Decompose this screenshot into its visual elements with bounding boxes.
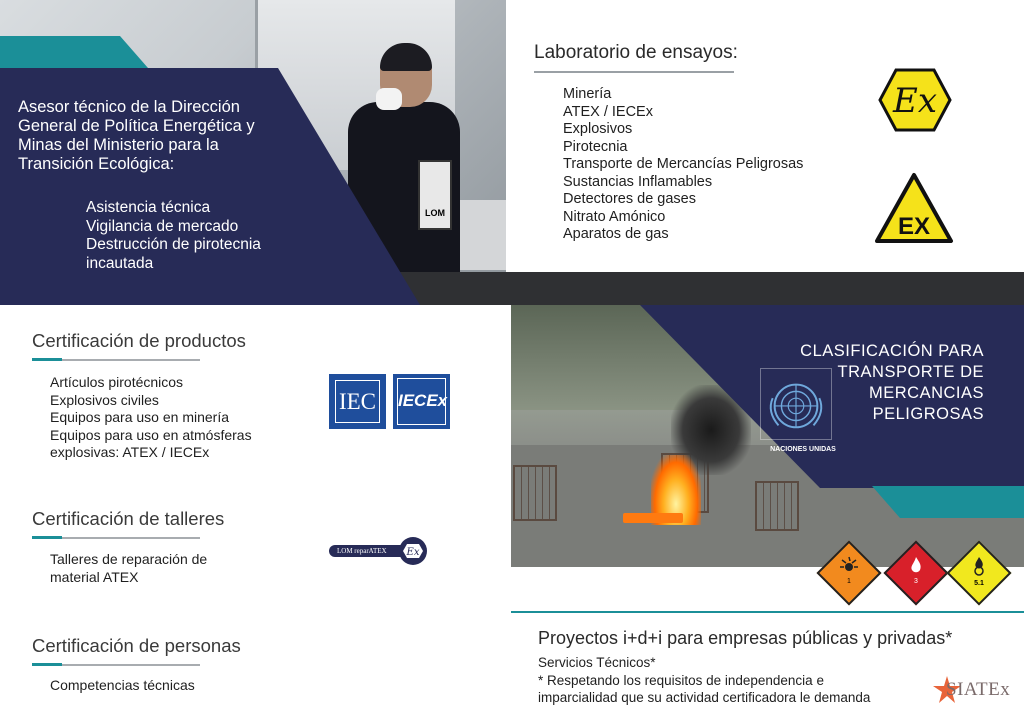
lom-badge-text: LOM <box>425 208 445 218</box>
hazard-label-oxidizer-icon <box>954 548 1004 598</box>
laboratorio-item: Aparatos de gas <box>563 226 669 242</box>
productos-list <box>50 374 252 462</box>
ex-triangle-text: EX <box>897 213 931 240</box>
cage-left <box>513 465 557 521</box>
laboratorio-item: Sustancias Inflamables <box>563 173 713 190</box>
laboratorio-item: Detectores de gases <box>563 191 696 207</box>
reparatex-circle-icon <box>399 537 427 565</box>
lom-reparatex-logo <box>329 537 433 565</box>
proyectos-line: imparcialidad que su actividad certificadora le demanda <box>538 690 871 705</box>
proyectos-line: * Respetando los requisitos de independencia e <box>538 672 824 688</box>
clasificacion-line: PELIGROSAS <box>872 405 984 423</box>
asesor-item: Vigilancia de mercado <box>86 217 239 235</box>
proyectos-title: Proyectos i+d+i para empresas públicas y privadas* <box>538 628 953 648</box>
iecex-logo <box>393 374 450 429</box>
laboratorio-title: Laboratorio de ensayos: <box>534 42 738 63</box>
ex-triangle-icon <box>874 172 954 244</box>
productos-item: Explosivos civiles <box>50 391 159 408</box>
personas-title: Certificación de personas <box>32 635 241 656</box>
asesor-item: Asistencia técnica <box>86 199 211 216</box>
hazard-number: 1 <box>847 578 851 585</box>
productos-item: Equipos para uso en minería <box>50 409 229 425</box>
hazard-number: 5.1 <box>974 580 984 587</box>
ex-hexagon-icon <box>878 68 952 132</box>
asesor-title: Asesor técnico de la Dirección General de Política Energética y Minas del Ministerio para la Transición Ecológica: <box>18 98 255 173</box>
productos-accent <box>32 358 62 361</box>
iecex-logo-text: IECEx <box>397 378 446 425</box>
personas-item: Competencias técnicas <box>50 677 195 693</box>
laboratorio-item: Explosivos <box>563 121 633 137</box>
talleres-list <box>50 551 207 586</box>
cage-right <box>755 481 799 531</box>
hazard-label-explosive-icon <box>824 548 874 598</box>
hazard-number: 3 <box>914 578 918 585</box>
laboratorio-item: Transporte de Mercancías Peligrosas <box>563 156 804 172</box>
siatex-logo <box>930 671 1020 717</box>
asesor-list <box>86 199 306 273</box>
clasificacion-line: CLASIFICACIÓN PARA <box>800 342 984 360</box>
proyectos-line: Servicios Técnicos* <box>538 655 656 670</box>
laboratorio-item: Pirotecnia <box>563 138 628 155</box>
productos-item: Equipos para uso en atmósferas <box>50 426 252 443</box>
lom-reparatex-text: LOM reparATEX <box>329 545 413 557</box>
personas-accent <box>32 663 62 666</box>
asesor-item: Destrucción de pirotecnia incautada <box>86 236 261 272</box>
svg-text:Ex: Ex <box>406 547 420 558</box>
proyectos-rule <box>511 611 1024 613</box>
talleres-item: material ATEX <box>50 568 139 585</box>
productos-item: Artículos pirotécnicos <box>50 374 184 390</box>
laboratorio-item: Minería <box>563 86 612 102</box>
burning-platform <box>623 513 683 523</box>
talleres-accent <box>32 536 62 539</box>
iec-logo-text: IEC <box>335 380 380 423</box>
laboratorio-item: Nitrato Amónico <box>563 208 666 225</box>
ex-hexagon-text: Ex <box>893 81 937 121</box>
talleres-title: Certificación de talleres <box>32 508 225 529</box>
productos-item: explosivas: ATEX / IECEx <box>50 444 210 460</box>
laboratorio-list <box>563 86 803 244</box>
un-caption: NACIONES UNIDAS <box>770 446 836 453</box>
iec-logo <box>329 374 386 429</box>
clasificacion-line: TRANSPORTE DE <box>837 363 984 381</box>
talleres-item: Talleres de reparación de <box>50 551 208 567</box>
personas-list <box>50 677 195 695</box>
proyectos-text <box>538 654 870 707</box>
un-emblem-icon <box>760 368 832 440</box>
laboratorio-rule <box>534 71 734 73</box>
hazard-label-flammable-icon <box>891 548 941 598</box>
laboratorio-item: ATEX / IECEx <box>563 103 653 120</box>
clasificacion-line: MERCANCIAS <box>868 384 984 402</box>
productos-title: Certificación de productos <box>32 330 246 351</box>
siatex-logo-text: SIATEx <box>946 679 1011 700</box>
